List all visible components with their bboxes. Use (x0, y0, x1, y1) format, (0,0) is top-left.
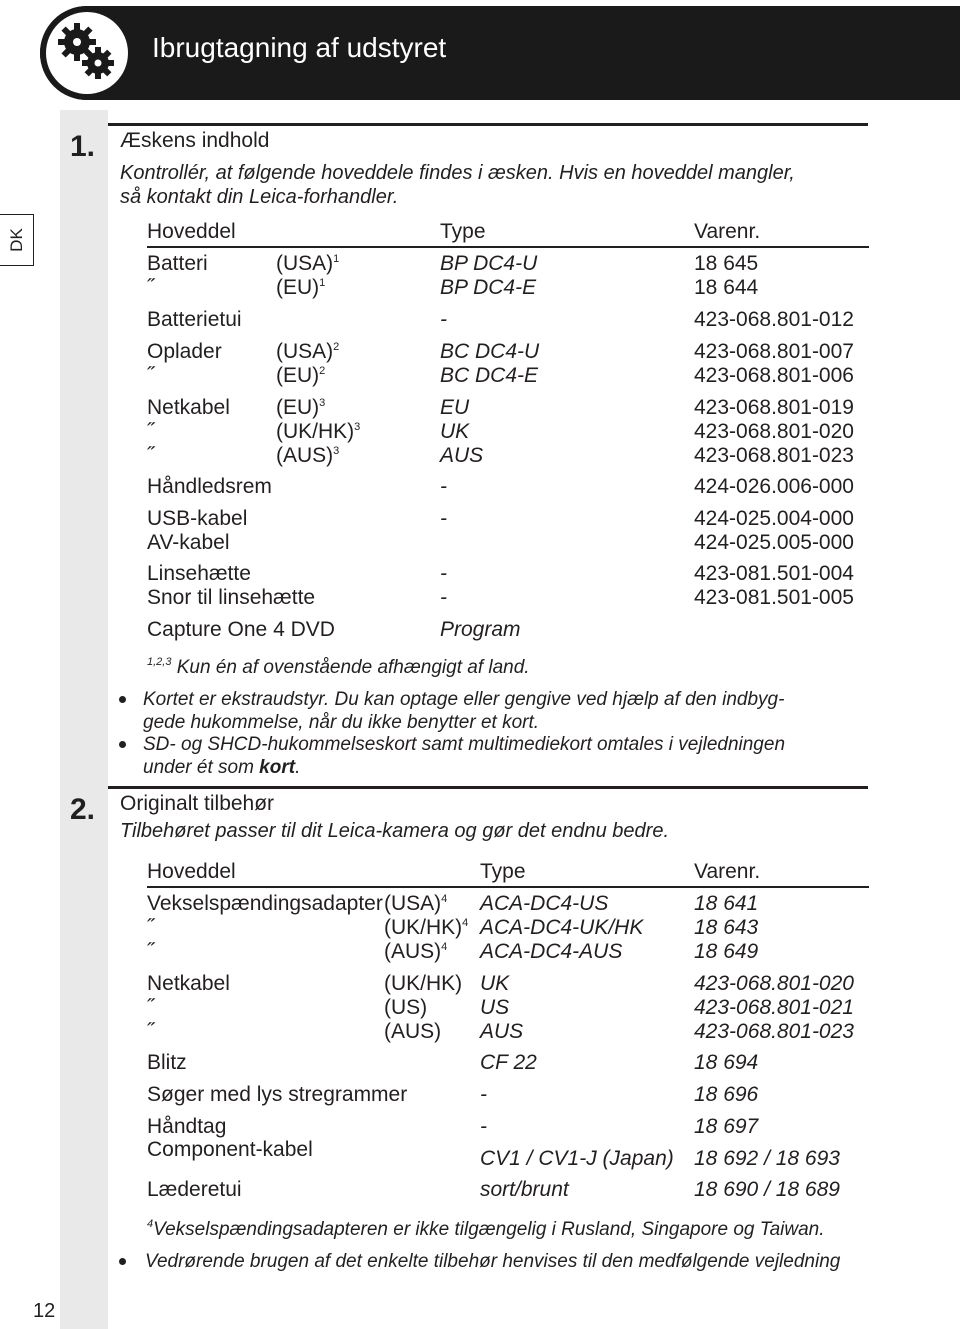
table-1-row-item-type (440, 475, 447, 499)
table-1-row-item-name-text: ˝ (147, 420, 154, 443)
table-1-row-item-number-text: 423-068.801-006 (694, 364, 854, 387)
table-2-row-item-name (147, 1138, 313, 1162)
gears-icon (55, 20, 119, 84)
table-2-row-item-type (480, 1178, 569, 1202)
table-1-row-item-type (440, 276, 536, 300)
table-2-row-item-variant (384, 892, 447, 916)
table-1-row-item-number (694, 276, 758, 300)
table-1-row-item-type (440, 252, 537, 276)
footnote-1-text: Kun én af ovenstående afhængigt af land. (176, 657, 530, 678)
table-2-row-item-type (480, 1051, 537, 1075)
table-1-row-item-name-text: Oplader (147, 340, 222, 363)
table-1-row-item-name (147, 420, 154, 444)
table-1-row-item-variant (276, 364, 325, 388)
table-2-row-item-type-text: UK (480, 972, 510, 995)
table-1-row-item-number (694, 252, 758, 276)
table-1-row-item-type-text: UK (440, 420, 470, 443)
table-1-row-item-number (694, 531, 854, 555)
table-1-row-item-number (694, 562, 854, 586)
table-2-row-item-name-text: Blitz (147, 1051, 187, 1074)
section-1-intro-line-1: Kontrollér, at følgende hoveddele findes i æsken. Hvis en hoveddel mangler, (120, 162, 795, 184)
bullet-dot (119, 696, 126, 703)
table-1-row-item-number-text: 423-068.801-020 (694, 420, 854, 443)
table-1-row-item-name-text: USB-kabel (147, 507, 248, 530)
table-2-row-item-type-text: - (480, 1115, 487, 1138)
table-2-row-item-variant (384, 940, 447, 964)
page-number: 12 (33, 1300, 56, 1322)
table-1-row-item-type-text: - (440, 586, 447, 609)
table-1-row-item-variant (276, 420, 360, 444)
table-2-row-item-number-text: 18 692 / 18 693 (694, 1147, 840, 1170)
table-1-row-item-name (147, 364, 154, 388)
table-2-row-item-number (694, 972, 854, 996)
table-2-row-item-name (147, 996, 154, 1020)
table-1-row-item-name-text: Netkabel (147, 396, 230, 419)
table-2-row-item-number-text: 18 697 (694, 1115, 759, 1138)
table-1-row-item-number (694, 340, 854, 364)
table-2-row-item-number-text: 423-068.801-023 (694, 1020, 854, 1043)
table-2-row-item-name-text: Netkabel (147, 972, 230, 995)
table-1-row-item-type (440, 364, 538, 388)
table-1-row-item-number-text: 423-081.501-005 (694, 586, 854, 609)
table-1-row-item-number (694, 507, 854, 531)
table-1-header-rule (147, 246, 869, 248)
table-2-row-item-type (480, 996, 509, 1020)
table-2-row-item-type-text: - (480, 1083, 487, 1106)
table-1-row-item-number (694, 586, 854, 610)
table-2-row-footnote-marker: 4 (441, 893, 448, 905)
bullet-2-line-1: SD- og SHCD-hukommelseskort samt multimediekort omtales i vejledningen (143, 734, 786, 755)
section-2-footnote (147, 1218, 825, 1241)
table-2-row-item-variant-text: (AUS) (384, 1020, 442, 1043)
table-1-row-item-name (147, 562, 251, 586)
table-1-row-item-name-text: Batterietui (147, 308, 242, 331)
table-2-row-item-number-text: 18 649 (694, 940, 759, 963)
table-1-row-item-name (147, 618, 335, 642)
table-1-row-item-number (694, 444, 854, 468)
table-2-row-item-number-text: 423-068.801-021 (694, 996, 854, 1019)
section-2-rule (108, 786, 868, 789)
table-1-row-item-number-text: 424-025.005-000 (694, 531, 854, 554)
table-1-header-number: Varenr. (694, 220, 761, 243)
table-2-row-item-name (147, 1115, 226, 1139)
table-2-header-type: Type (480, 860, 526, 883)
table-2-header-name: Hoveddel (147, 860, 236, 883)
table-1-row-item-name-text: ˝ (147, 276, 154, 299)
table-1-row-item-type (440, 444, 483, 468)
table-2-row-item-number (694, 996, 854, 1020)
bullet-2-period: . (295, 757, 301, 778)
table-2-row-item-number-text: 18 643 (694, 916, 759, 939)
table-1-row-item-type-text: - (440, 562, 447, 585)
table-1-row-item-variant (276, 396, 325, 420)
table-2-row-item-name-text: ˝ (147, 1020, 154, 1043)
table-2-row-item-name-text: Component-kabel (147, 1138, 313, 1161)
table-1-row-item-name (147, 308, 242, 332)
table-2-row-item-name (147, 972, 230, 996)
table-2-row-item-name (147, 916, 154, 940)
table-1-row-item-name-text: ˝ (147, 444, 154, 467)
table-2-row-item-variant (384, 996, 427, 1020)
table-2-row-item-name (147, 1178, 242, 1202)
table-1-row-item-variant (276, 252, 339, 276)
table-2-row-item-variant-text: (UK/HK) (384, 916, 463, 939)
table-2-row-item-type-text: ACA-DC4-UK/HK (480, 916, 644, 939)
table-2-row-item-variant (384, 916, 468, 940)
table-1-row-item-type (440, 586, 447, 610)
table-2-row-item-type-text: US (480, 996, 510, 1019)
table-1-row-item-number-text: 423-068.801-023 (694, 444, 854, 467)
footnote-4-marker: 4 (147, 1218, 154, 1230)
table-2-row-item-type (480, 1147, 674, 1171)
section-1-title: Æskens indhold (120, 129, 270, 152)
table-1-row-item-variant-text: (UK/HK) (276, 420, 355, 443)
table-2-row-item-name (147, 892, 383, 916)
table-1-row-item-name (147, 475, 272, 499)
table-1-row-item-type-text: EU (440, 396, 470, 419)
table-2-row-item-type-text: ACA-DC4-US (480, 892, 609, 915)
table-1-row-item-type (440, 562, 447, 586)
table-1-row-item-number-text: 424-025.004-000 (694, 507, 854, 530)
table-1-row-item-variant (276, 276, 325, 300)
table-2-row-item-number (694, 940, 758, 964)
table-1-row-item-name-text: Capture One 4 DVD (147, 618, 335, 641)
table-1-row-item-number-text: 423-068.801-012 (694, 308, 854, 331)
table-2-row-item-number-text: 18 690 / 18 689 (694, 1178, 840, 1201)
table-2-row-item-variant-text: (UK/HK) (384, 972, 463, 995)
table-1-row-item-type (440, 396, 469, 420)
table-1-row-item-type-text: BP DC4-E (440, 276, 537, 299)
table-1-row-item-name-text: Håndledsrem (147, 475, 272, 498)
table-1-row-item-number-text: 423-068.801-007 (694, 340, 854, 363)
table-1-row-item-name (147, 531, 230, 555)
table-1-row-item-name-text: AV-kabel (147, 531, 230, 554)
table-1-row-item-variant (276, 444, 339, 468)
table-2-row-item-type (480, 1020, 523, 1044)
table-1-row-item-type-text: - (440, 475, 447, 498)
table-2-row-item-number-text: 18 694 (694, 1051, 759, 1074)
table-1-row-footnote-marker: 2 (333, 341, 340, 353)
table-2-row-item-name-text: Læderetui (147, 1178, 242, 1201)
footnote-4-text: Vekselspændingsadapteren er ikke tilgængelig i Rusland, Singapore og Taiwan. (153, 1219, 825, 1240)
table-1-row-item-number (694, 420, 854, 444)
table-2-row-item-name-text: ˝ (147, 996, 154, 1019)
table-1-row-item-name (147, 444, 154, 468)
table-1-row-footnote-marker: 3 (354, 421, 361, 433)
bullet-1-line-2: gede hukommelse, når du ikke benytter et kort. (143, 712, 540, 733)
page-title: Ibrugtagning af udstyret (152, 32, 447, 63)
table-1-row-item-type-text: - (440, 507, 447, 530)
table-2-row-item-name-text: Søger med lys stregrammer (147, 1083, 408, 1106)
table-1-row-footnote-marker: 1 (319, 277, 326, 289)
table-1-row-item-name (147, 340, 222, 364)
table-1-row-item-number-text: 18 644 (694, 276, 759, 299)
table-1-row-item-type-text: BP DC4-U (440, 252, 538, 275)
table-2-row-item-number (694, 1083, 758, 1107)
table-1-row-item-type (440, 308, 447, 332)
section-2-intro: Tilbehøret passer til dit Leica-kamera og gør det endnu bedre. (120, 820, 669, 842)
table-2-row-item-number (694, 1115, 758, 1139)
table-1-row-item-number (694, 396, 854, 420)
section-2-bullet: Vedrørende brugen af det enkelte tilbehør henvises til den medfølgende vejledning (145, 1251, 841, 1272)
table-1-row-item-type (440, 340, 539, 364)
table-1-row-item-type (440, 618, 521, 642)
section-1-intro-line-2: så kontakt din Leica-forhandler. (120, 186, 399, 208)
table-2-row-item-name-text: Vekselspændingsadapter (147, 892, 383, 915)
table-1-row-item-variant-text: (EU) (276, 396, 320, 419)
table-1-row-item-variant-text: (USA) (276, 252, 334, 275)
table-2-row-item-name (147, 940, 154, 964)
table-1-row-item-name-text: Snor til linsehætte (147, 586, 316, 609)
table-2-row-item-type-text: sort/brunt (480, 1178, 569, 1201)
table-1-row-item-variant-text: (AUS) (276, 444, 334, 467)
section-1-number: 1. (70, 130, 96, 163)
table-1-row-footnote-marker: 3 (319, 397, 326, 409)
table-2-row-item-name-text: ˝ (147, 940, 154, 963)
table-2-row-item-number-text: 18 641 (694, 892, 759, 915)
table-1-row-item-name (147, 276, 154, 300)
bullet-2-text: under ét som (143, 757, 260, 778)
table-1-row-item-name-text: Batteri (147, 252, 208, 275)
table-2-row-item-variant-text: (US) (384, 996, 428, 1019)
table-1-row-item-variant-text: (EU) (276, 276, 320, 299)
table-1-row-footnote-marker: 3 (333, 445, 340, 457)
table-1-row-item-type-text: Program (440, 618, 521, 641)
language-tab-label: DK (7, 228, 26, 252)
section-1-footnote (147, 656, 530, 679)
table-1-row-item-name (147, 586, 315, 610)
table-1-row-item-variant-text: (USA) (276, 340, 334, 363)
table-1-header-name: Hoveddel (147, 220, 236, 243)
table-1-header-type: Type (440, 220, 486, 243)
table-1-row-item-name (147, 252, 208, 276)
table-2-row-item-number (694, 1147, 840, 1171)
table-2-row-item-variant (384, 972, 462, 996)
table-2-row-item-type-text: CF 22 (480, 1051, 537, 1074)
table-1-row-item-type-text: - (440, 308, 447, 331)
table-1-row-item-number-text: 18 645 (694, 252, 759, 275)
table-2-header-number: Varenr. (694, 860, 761, 883)
table-1-row-item-type-text: BC DC4-E (440, 364, 539, 387)
table-2-row-item-number (694, 1051, 758, 1075)
table-2-row-item-name (147, 1051, 187, 1075)
table-1-row-item-name-text: Linsehætte (147, 562, 251, 585)
table-2-row-item-name (147, 1020, 154, 1044)
table-1-row-item-number (694, 475, 854, 499)
footnote-1-marker: 1,2,3 (147, 656, 172, 668)
table-2-row-footnote-marker: 4 (462, 917, 469, 929)
table-2-row-item-variant-text: (AUS) (384, 940, 442, 963)
table-2-row-item-number (694, 892, 758, 916)
table-1-row-item-number (694, 364, 854, 388)
table-2-row-item-type (480, 1083, 487, 1107)
table-1-row-item-number-text: 424-026.006-000 (694, 475, 854, 498)
table-1-row-item-number-text: 423-081.501-004 (694, 562, 854, 585)
section-2-number: 2. (70, 793, 96, 826)
bullet-2-emphasis: kort (259, 757, 296, 778)
table-2-row-item-type (480, 916, 643, 940)
table-2-header-rule (147, 886, 869, 888)
table-1-row-footnote-marker: 2 (319, 365, 326, 377)
bullet-dot (119, 741, 126, 748)
table-1-row-item-type (440, 420, 469, 444)
bullet-1-line-1: Kortet er ekstraudstyr. Du kan optage eller gengive ved hjælp af den indbyg- (143, 689, 785, 710)
table-2-row-item-number-text: 423-068.801-020 (694, 972, 854, 995)
table-2-row-item-type-text: AUS (480, 1020, 524, 1043)
section-2-title: Originalt tilbehør (120, 792, 275, 815)
table-1-row-item-variant-text: (EU) (276, 364, 320, 387)
side-strip (60, 110, 108, 1329)
table-1-row-item-variant (276, 340, 339, 364)
table-2-row-item-name (147, 1083, 407, 1107)
table-2-row-item-number (694, 1020, 854, 1044)
table-1-row-item-name (147, 507, 247, 531)
table-2-row-item-type (480, 940, 622, 964)
bullet-2-line-2 (143, 756, 300, 779)
table-1-row-item-number (694, 308, 854, 332)
table-1-row-item-type-text: AUS (440, 444, 484, 467)
table-2-row-item-type-text: ACA-DC4-AUS (480, 940, 623, 963)
table-2-row-item-type (480, 892, 608, 916)
table-2-row-item-number (694, 916, 758, 940)
table-2-row-item-variant (384, 1020, 441, 1044)
table-2-row-footnote-marker: 4 (441, 941, 448, 953)
table-2-row-item-variant-text: (USA) (384, 892, 442, 915)
table-2-row-item-number (694, 1178, 840, 1202)
table-1-row-item-name (147, 396, 230, 420)
table-1-row-item-type (440, 507, 447, 531)
table-1-row-item-name-text: ˝ (147, 364, 154, 387)
table-2-row-item-name-text: ˝ (147, 916, 154, 939)
bullet-dot (119, 1258, 126, 1265)
section-1-rule (108, 123, 868, 126)
table-2-row-item-type (480, 1115, 487, 1139)
table-2-row-item-type (480, 972, 509, 996)
table-1-row-item-number-text: 423-068.801-019 (694, 396, 854, 419)
table-1-row-footnote-marker: 1 (333, 253, 340, 265)
table-2-row-item-number-text: 18 696 (694, 1083, 759, 1106)
table-1-row-item-type-text: BC DC4-U (440, 340, 540, 363)
table-2-row-item-type-text: CV1 / CV1-J (Japan) (480, 1147, 674, 1170)
table-2-row-item-name-text: Håndtag (147, 1115, 227, 1138)
